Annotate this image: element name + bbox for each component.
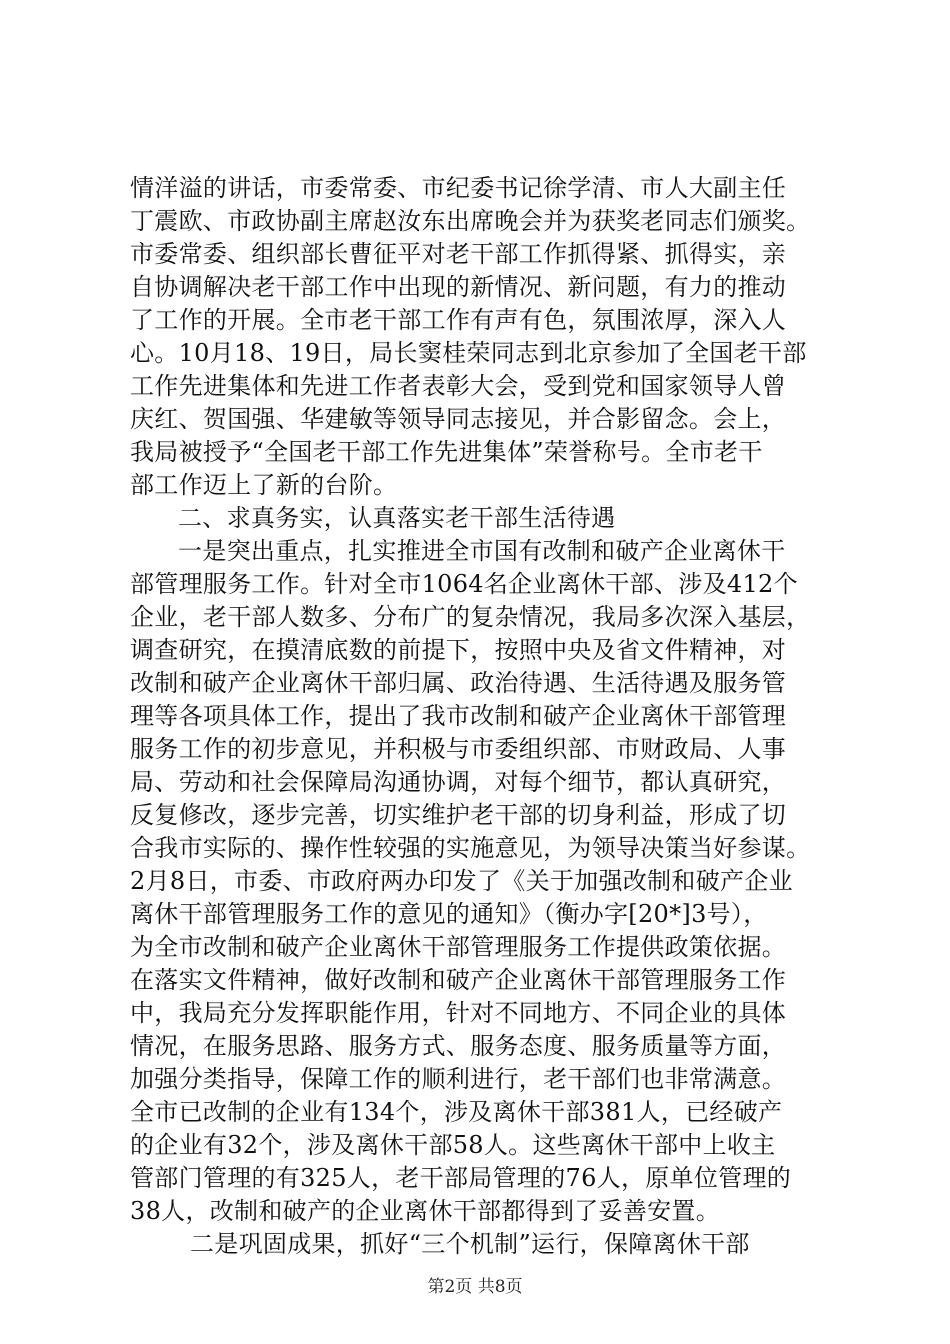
- body-line: 为全市改制和破产企业离休干部管理服务工作提供政策依据。: [130, 933, 787, 961]
- paragraph-first-line: 一是突出重点，扎实推进全市国有改制和破产企业离休干: [178, 537, 786, 565]
- body-line: 部管理服务工作。针对全市1064名企业离休干部、涉及412个: [130, 570, 798, 598]
- body-line: 离休干部管理服务工作的意见的通知》（衡办字[20*]3号），: [130, 900, 768, 928]
- body-line: 2月8日，市委、市政府两办印发了《关于加强改制和破产企业: [130, 867, 793, 895]
- body-line: 工作先进集体和先进工作者表彰大会，受到党和国家领导人曾: [130, 372, 787, 400]
- body-line: 庆红、贺国强、华建敏等领导同志接见，并合影留念。会上，: [130, 405, 787, 433]
- body-line: 市委常委、组织部长曹征平对老干部工作抓得紧、抓得实，亲: [130, 240, 787, 268]
- section-heading: 二、求真务实，认真落实老干部生活待遇: [178, 504, 616, 532]
- body-line: 的企业有32个，涉及离休干部58人。这些离休干部中上收主: [130, 1131, 776, 1159]
- body-line: 服务工作的初步意见，并积极与市委组织部、市财政局、人事: [130, 735, 787, 763]
- body-line: 全市已改制的企业有134个，涉及离休干部381人，已经破产: [130, 1098, 783, 1126]
- body-line: 心。10月18、19日，局长窦桂荣同志到北京参加了全国老干部: [130, 339, 807, 367]
- body-line: 合我市实际的、操作性较强的实施意见，为领导决策当好参谋。: [130, 834, 811, 862]
- body-line: 情洋溢的讲话，市委常委、市纪委书记徐学清、市人大副主任: [130, 174, 787, 202]
- body-line: 企业，老干部人数多、分布广的复杂情况，我局多次深入基层，: [130, 603, 811, 631]
- page-number-footer: 第2页 共8页: [427, 1277, 523, 1297]
- body-line: 改制和破产企业离休干部归属、政治待遇、生活待遇及服务管: [130, 669, 787, 697]
- body-line: 我局被授予“全国老干部工作先进集体”荣誉称号。全市老干: [130, 438, 763, 466]
- body-line: 了工作的开展。全市老干部工作有声有色，氛围浓厚，深入人: [130, 306, 787, 334]
- body-line: 情况，在服务思路、服务方式、服务态度、服务质量等方面，: [130, 1032, 787, 1060]
- body-line: 理等各项具体工作，提出了我市改制和破产企业离休干部管理: [130, 702, 787, 730]
- body-line: 自协调解决老干部工作中出现的新情况、新问题，有力的推动: [130, 273, 787, 301]
- body-line: 丁震欧、市政协副主席赵汝东出席晚会并为获奖老同志们颁奖。: [130, 207, 811, 235]
- body-line: 38人，改制和破产的企业离休干部都得到了妥善安置。: [130, 1197, 721, 1225]
- body-line: 调查研究，在摸清底数的前提下，按照中央及省文件精神，对: [130, 636, 787, 664]
- body-line: 反复修改，逐步完善，切实维护老干部的切身利益，形成了切: [130, 801, 787, 829]
- body-line: 局、劳动和社会保障局沟通协调，对每个细节，都认真研究，: [130, 768, 787, 796]
- body-line: 部工作迈上了新的台阶。: [130, 471, 398, 499]
- body-line: 中，我局充分发挥职能作用，针对不同地方、不同企业的具体: [130, 999, 787, 1027]
- paragraph-first-line: 二是巩固成果，抓好“三个机制”运行，保障离休干部: [190, 1230, 750, 1258]
- body-line: 加强分类指导，保障工作的顺利进行，老干部们也非常满意。: [130, 1065, 787, 1093]
- body-line: 管部门管理的有325人，老干部局管理的76人，原单位管理的: [130, 1164, 792, 1192]
- body-line: 在落实文件精神，做好改制和破产企业离休干部管理服务工作: [130, 966, 787, 994]
